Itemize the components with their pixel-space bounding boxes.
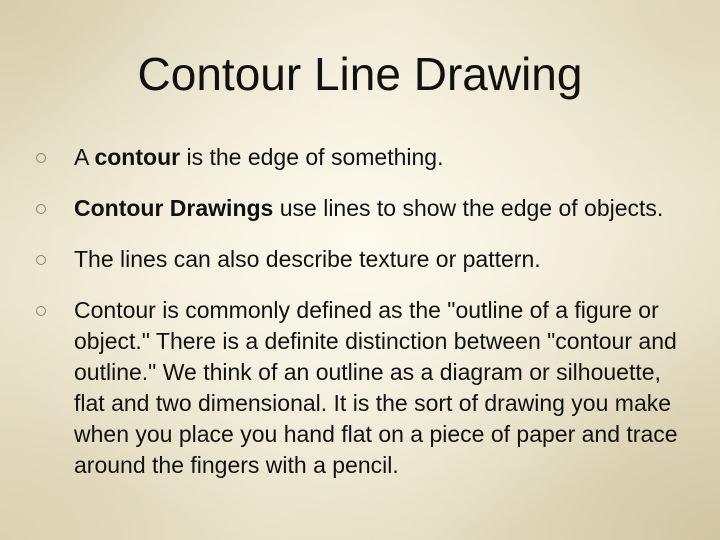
bullet-circle-icon bbox=[36, 153, 46, 163]
bullet-circle-icon bbox=[36, 306, 46, 316]
bullet-text-bold: Contour Drawings bbox=[74, 195, 274, 221]
bullet-text-rest: is the edge of something. bbox=[180, 144, 444, 170]
bullet-text-bold: contour bbox=[94, 144, 181, 170]
bullet-circle-icon bbox=[36, 204, 46, 214]
bullet-item bbox=[74, 244, 694, 275]
slide-title: Contour Line Drawing bbox=[137, 48, 583, 100]
bullet-text-lead: Contour is commonly defined as the "outline of a figure or object." There is a definite distinction between "contour and outline." We think of an outline as a diagram or silhouette, flat and two dimensional. It is the sort of drawing you make when you place you hand flat on a piece of paper and trace around the fingers with a pencil. bbox=[74, 297, 678, 478]
bullet-text-lead: The lines can also describe texture or pattern. bbox=[74, 246, 541, 272]
bullet-item bbox=[74, 193, 694, 224]
bullet-item bbox=[74, 142, 694, 173]
bullet-item bbox=[74, 295, 694, 481]
bullet-text-rest: use lines to show the edge of objects. bbox=[273, 195, 664, 221]
bullet-list bbox=[74, 142, 694, 501]
bullet-circle-icon bbox=[36, 255, 46, 265]
bullet-text-lead: A bbox=[74, 144, 95, 170]
